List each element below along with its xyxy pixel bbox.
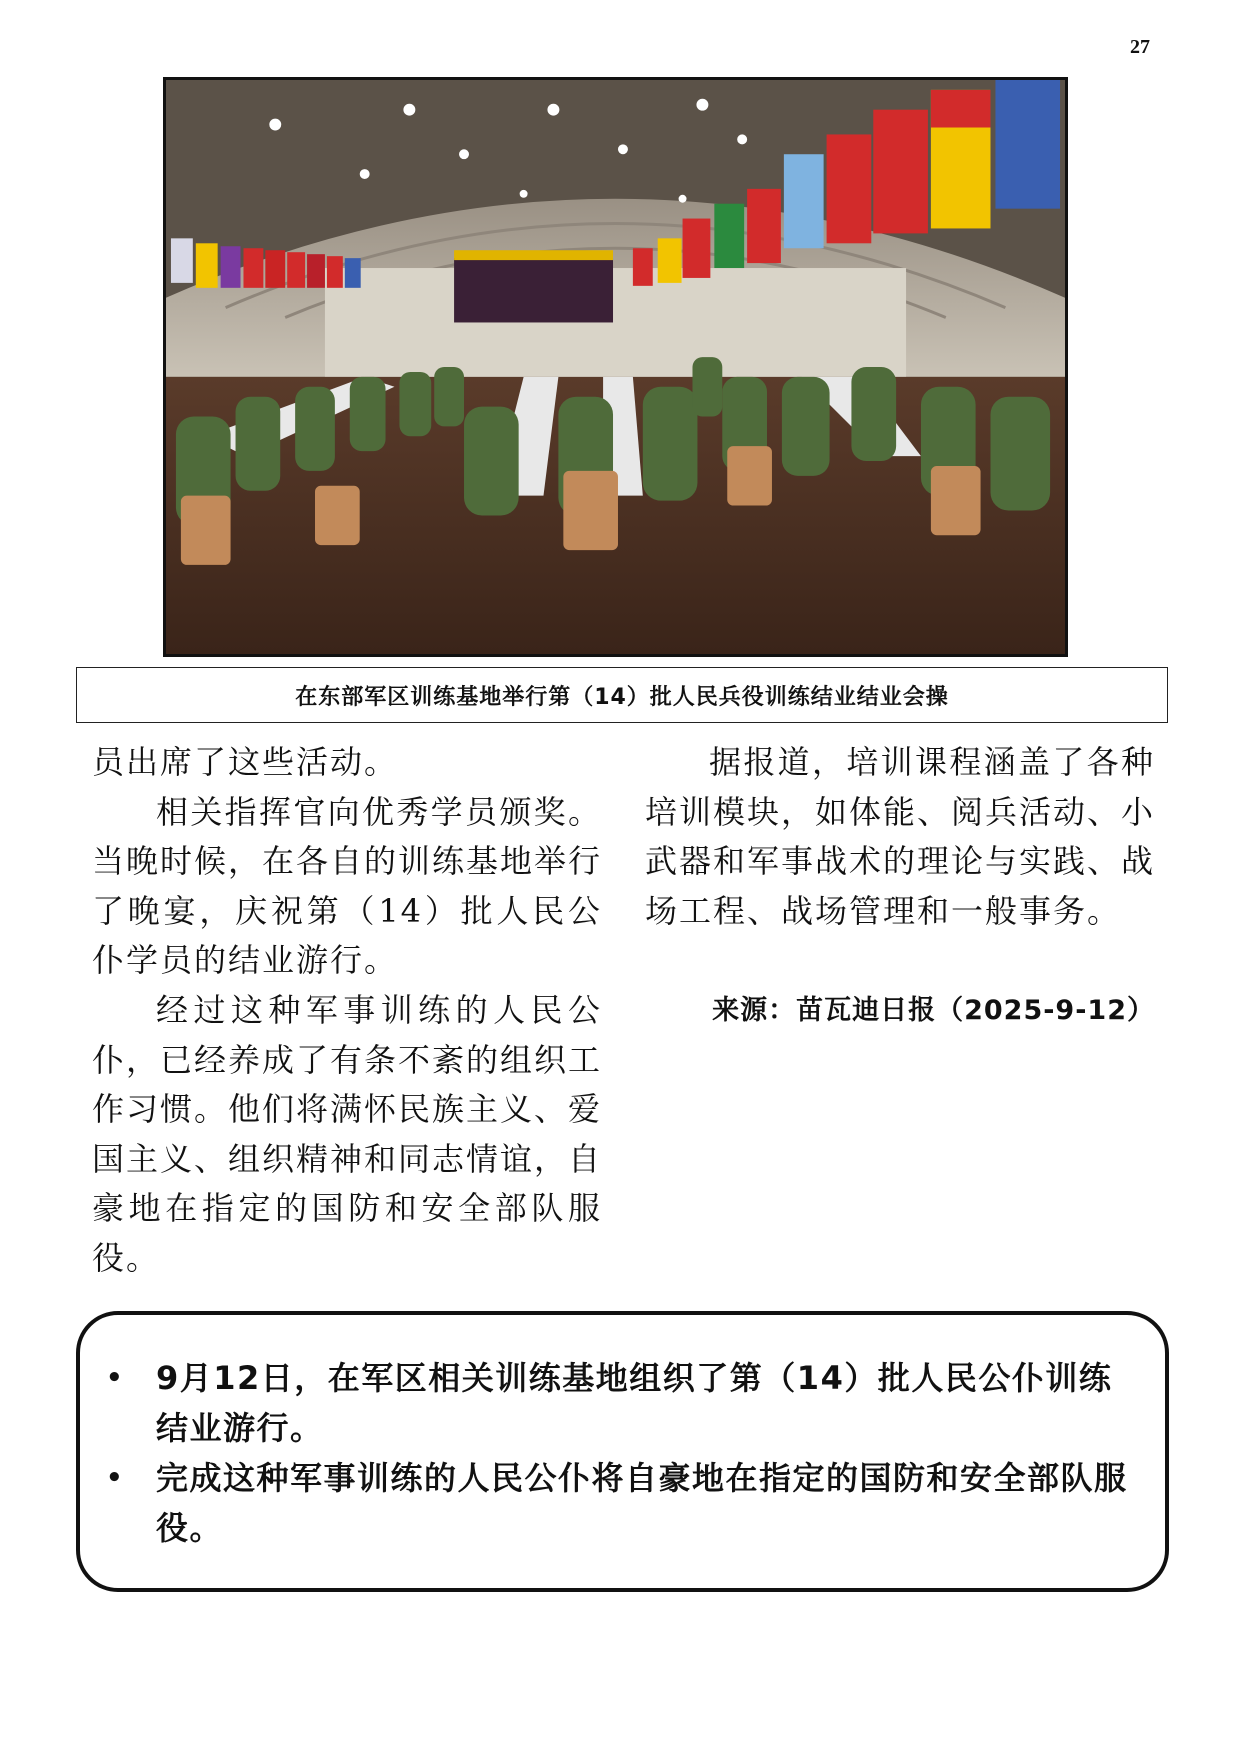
bullet-icon: •: [106, 1363, 125, 1393]
paragraph: 员出席了这些活动。: [92, 743, 399, 781]
summary-item: [100, 1353, 1140, 1453]
bullet-icon: •: [106, 1463, 125, 1493]
summary-box: [76, 1311, 1169, 1592]
right-column: [645, 738, 1155, 1036]
summary-item: [100, 1453, 1140, 1553]
paragraph: 据报道，培训课程涵盖了各种培训模块，如体能、阅兵活动、小武器和军事战术的理论与实践、战场工程、战场管理和一般事务。: [645, 743, 1156, 930]
summary-text: 完成这种军事训练的人民公仆将自豪地在指定的国防和安全部队服役。: [156, 1459, 1128, 1547]
hall-photo: [163, 77, 1068, 657]
paragraph: 经过这种军事训练的人民公仆，已经养成了有条不紊的组织工作习惯。他们将满怀民族主义、爱国主义、组织精神和同志情谊，自豪地在指定的国防和安全部队服役。: [92, 990, 603, 1277]
hall-illustration: [166, 80, 1065, 654]
page-number: 27: [1130, 36, 1150, 58]
left-column: [92, 738, 602, 1284]
source-line: 来源：苗瓦迪日报（2025-9-12）: [712, 995, 1155, 1027]
summary-text: 9月12日，在军区相关训练基地组织了第（14）批人民公仆训练结业游行。: [156, 1359, 1113, 1447]
summary-list: [100, 1353, 1140, 1553]
paragraph: 相关指挥官向优秀学员颁奖。当晚时候，在各自的训练基地举行了晚宴，庆祝第（14）批人民公仆学员的结业游行。: [92, 792, 603, 980]
photo-caption: 在东部军区训练基地举行第（14）批人民兵役训练结业结业会操: [76, 667, 1168, 723]
